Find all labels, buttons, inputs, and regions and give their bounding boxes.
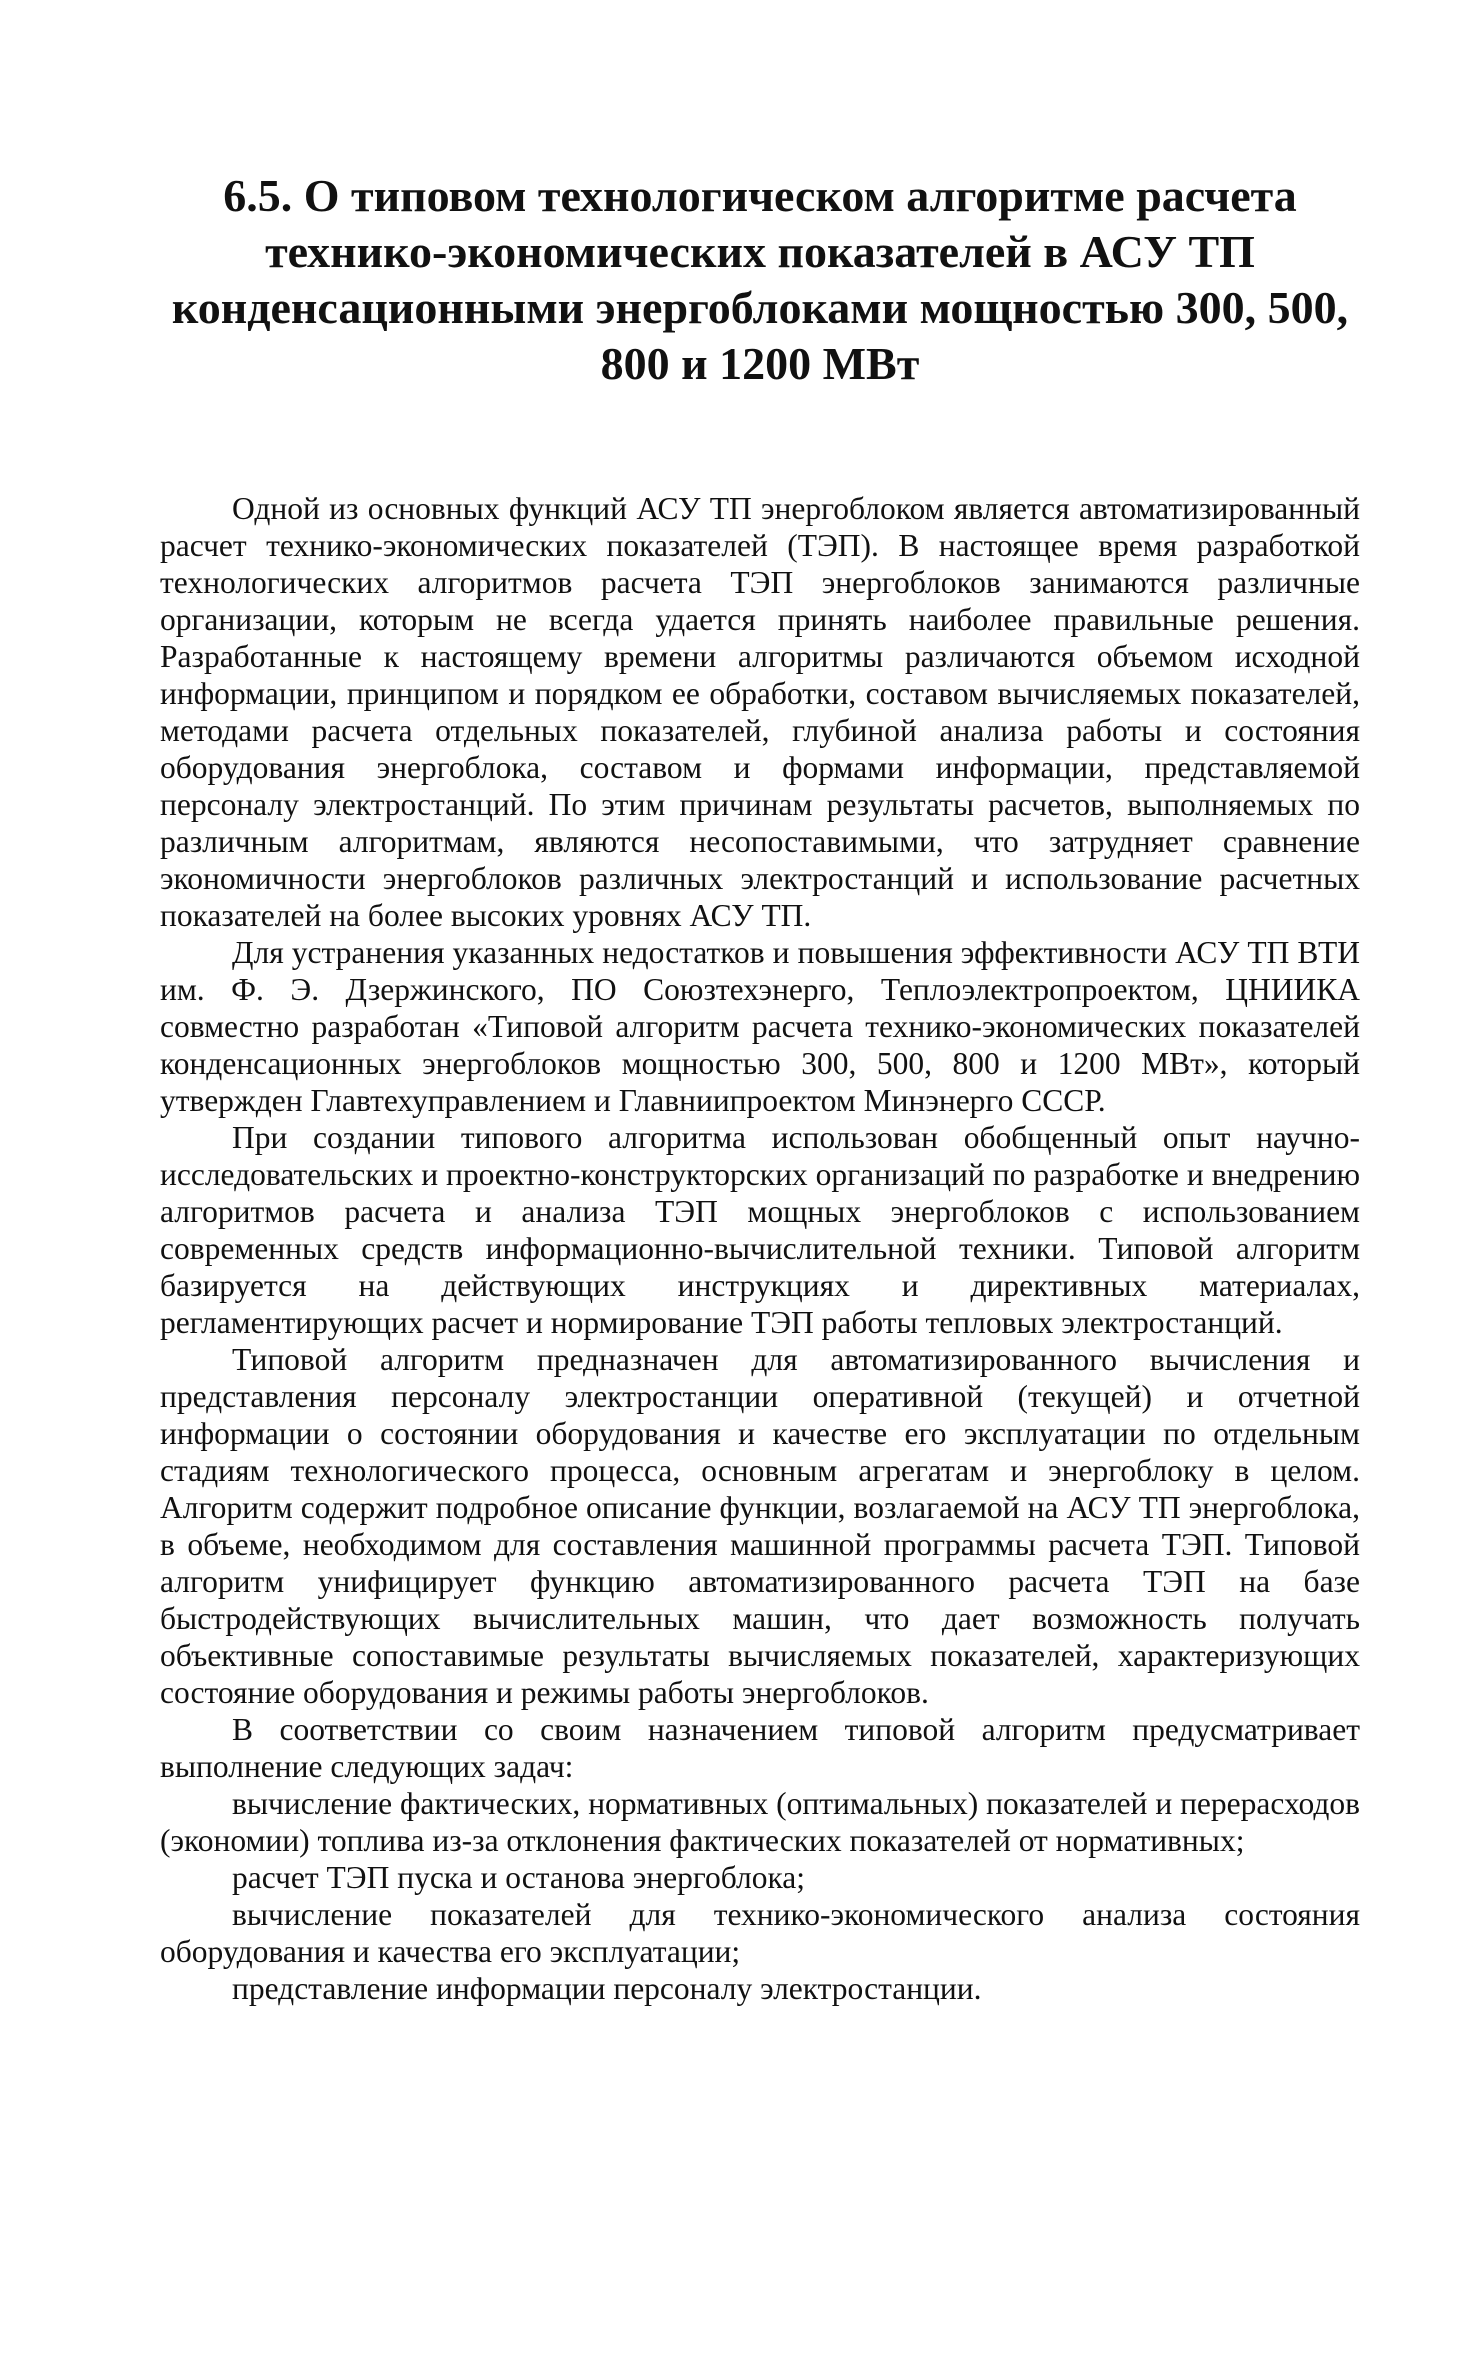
body-text xyxy=(160,490,1360,2007)
task-item: вычисление фактических, нормативных (оптимальных) показателей и перерасходов (экономии) топлива из-за отклонения фактических показателей от нормативных; xyxy=(160,1786,1360,1858)
task-item: вычисление показателей для технико-экономического анализа состояния оборудования и качества его эксплуатации; xyxy=(160,1897,1360,1969)
task-list xyxy=(160,1785,1360,2007)
task-item: представление информации персоналу электростанции. xyxy=(232,1971,982,2006)
document-page xyxy=(160,168,1360,2007)
section-heading xyxy=(160,168,1360,392)
paragraph-tasks-intro: В соответствии со своим назначением типовой алгоритм предусматривает выполнение следующих задач: xyxy=(160,1712,1360,1784)
paragraph-experience: При создании типового алгоритма использован обобщенный опыт научно-исследовательских и проектно-конструкторских организаций по разработке и внедрению алгоритмов расчета и анализа ТЭП мощных энергоблоков с использованием современных средств информационно-вычислительной техники. Типовой алгоритм базируется на действующих инструкциях и директивных материалах, регламентирующих расчет и нормирование ТЭП работы тепловых электростанций. xyxy=(160,1120,1360,1340)
paragraph-purpose: Типовой алгоритм предназначен для автоматизированного вычисления и представления персоналу электростанции оперативной (текущей) и отчетной информации о состоянии оборудования и качестве его эксплуатации по отдельным стадиям технологического процесса, основным агрегатам и энергоблоку в целом. Алгоритм содержит подробное описание функции, возлагаемой на АСУ ТП энергоблока, в объеме, необходимом для составления машинной программы расчета ТЭП. Типовой алгоритм унифицирует функцию автоматизированного расчета ТЭП на базе быстродействующих вычислительных машин, что дает возможность получать объективные сопоставимые результаты вычисляемых показателей, характеризующих состояние оборудования и режимы работы энергоблоков. xyxy=(160,1342,1360,1710)
heading-line: технико-экономических показателей в АСУ ТП xyxy=(265,226,1255,277)
paragraph-intro: Одной из основных функций АСУ ТП энергоблоком является автоматизированный расчет технико-экономических показателей (ТЭП). В настоящее время разработкой технологических алгоритмов расчета ТЭП энергоблоков занимаются различные организации, которым не всегда удается принять наиболее правильные решения. Разработанные к настоящему времени алгоритмы различаются объемом исходной информации, принципом и порядком ее обработки, составом вычисляемых показателей, методами расчета отдельных показателей, глубиной анализа работы и состояния оборудования энергоблока, составом и формами информации, представляемой персоналу электростанций. По этим причинам результаты расчетов, выполняемых по различным алгоритмам, являются несопоставимыми, что затрудняет сравнение экономичности энергоблоков различных электростанций и использование расчетных показателей на более высоких уровнях АСУ ТП. xyxy=(160,491,1360,933)
task-item: расчет ТЭП пуска и останова энергоблока; xyxy=(232,1860,806,1895)
heading-line: 800 и 1200 МВт xyxy=(600,338,920,389)
heading-line: конденсационными энергоблоками мощностью 300, 500, xyxy=(171,282,1349,333)
paragraph-development: Для устранения указанных недостатков и повышения эффективности АСУ ТП ВТИ им. Ф. Э. Дзержинского, ПО Союзтехэнерго, Теплоэлектропроектом, ЦНИИКА совместно разработан «Типовой алгоритм расчета технико-экономических показателей конденсационных энергоблоков мощностью 300, 500, 800 и 1200 МВт», который утвержден Главтехуправлением и Главниипроектом Минэнерго СССР. xyxy=(160,935,1360,1118)
heading-line: 6.5. О типовом технологическом алгоритме расчета xyxy=(223,170,1297,221)
